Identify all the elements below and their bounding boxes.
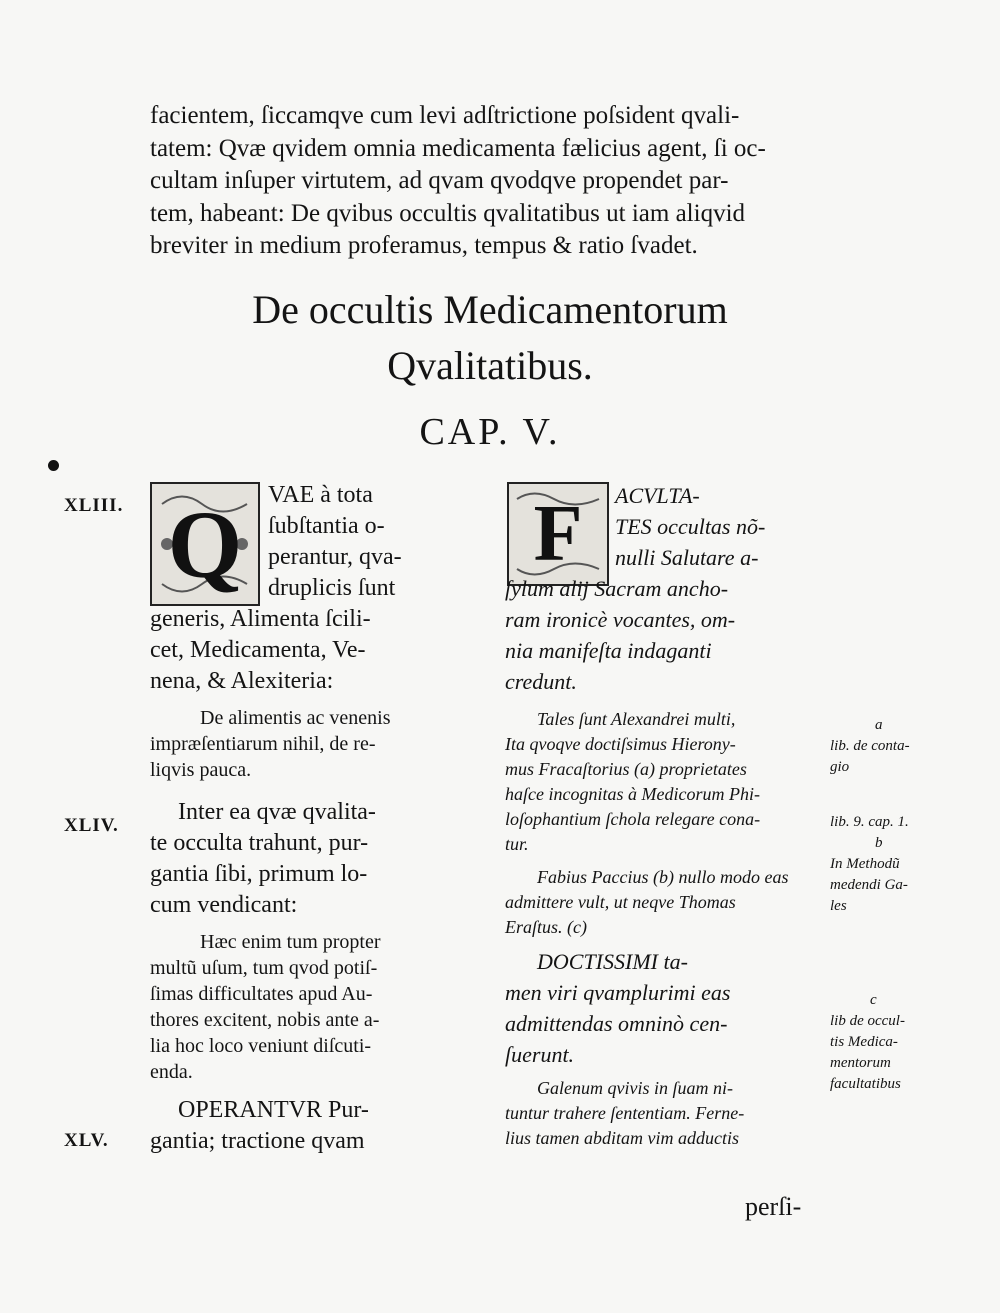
text-line: tur. bbox=[505, 834, 529, 854]
text-line: te occulta trahunt, pur- bbox=[150, 830, 369, 856]
text-line: liqvis pauca. bbox=[150, 759, 252, 781]
text-line: Fabius Paccius (b) nullo modo eas bbox=[537, 867, 789, 887]
text-line: gantia; tractione qvam bbox=[150, 1128, 365, 1154]
right-column bbox=[505, 480, 825, 1151]
paragraph-fabius bbox=[505, 865, 825, 940]
paragraph-doctissimi bbox=[505, 946, 825, 1070]
paragraph-xliv bbox=[150, 797, 475, 921]
text-line: admittendas omninò cen- bbox=[505, 1011, 728, 1036]
note-line: lib. de conta- bbox=[830, 738, 910, 754]
text-line: multũ uſum, tum qvod potiſ- bbox=[150, 957, 378, 979]
text-line: ACVLTA- bbox=[615, 483, 700, 508]
text-line: nia manifeſta indaganti bbox=[505, 638, 712, 663]
paragraph-xlv bbox=[150, 1095, 475, 1157]
text-line: breviter in medium proferamus, tempus & ratio ſvadet. bbox=[150, 232, 698, 259]
text-line: men viri qvamplurimi eas bbox=[505, 980, 731, 1005]
paragraph-tales bbox=[505, 707, 825, 857]
note-line: lib de occul- bbox=[830, 1013, 905, 1029]
drop-cap-letter: F bbox=[533, 489, 583, 578]
text-line: ſimas difficultates apud Au- bbox=[150, 983, 373, 1005]
note-letter: a bbox=[875, 717, 883, 733]
text-line: tem, habeant: De qvibus occultis qvalitatibus ut iam aliqvid bbox=[150, 199, 746, 227]
text-line: admittere vult, ut neqve Thomas bbox=[505, 892, 736, 912]
margin-number-43: XLIII. bbox=[64, 495, 124, 516]
note-line: gio bbox=[830, 759, 850, 775]
text-line: Hæc enim tum propter bbox=[200, 931, 381, 953]
note-line: tis Medica- bbox=[830, 1034, 898, 1050]
side-note-c bbox=[830, 990, 990, 1095]
text-line: generis, Alimenta ſcili- bbox=[150, 606, 371, 632]
note-letter: b bbox=[875, 835, 883, 851]
text-line: perantur, qva- bbox=[268, 544, 402, 570]
text-line: druplicis ſunt bbox=[268, 575, 396, 601]
note-line: les bbox=[830, 898, 847, 914]
text-line: nulli Salutare a- bbox=[615, 545, 759, 570]
note-line: medendi Ga- bbox=[830, 877, 908, 893]
text-line: ſubſtantia o- bbox=[268, 513, 385, 539]
note-line: lib. 9. cap. 1. bbox=[830, 814, 909, 830]
chapter-title bbox=[150, 282, 830, 394]
text-line: haſce incognitas à Medicorum Phi- bbox=[505, 784, 760, 804]
text-line: thores excitent, nobis ante a- bbox=[150, 1009, 380, 1031]
note-line: facultatibus bbox=[830, 1076, 901, 1092]
text-line: Inter ea qvæ qvalita- bbox=[178, 799, 376, 825]
margin-number-45: XLV. bbox=[64, 1130, 109, 1151]
chapter-title-line-1: De occultis Medicamentorum bbox=[252, 287, 728, 332]
side-note-b bbox=[830, 812, 990, 917]
text-line: lius tamen abditam vim adductis bbox=[505, 1128, 739, 1148]
text-line: ram ironicè vocantes, om- bbox=[505, 607, 736, 632]
text-line: lia hoc loco veniunt diſcuti- bbox=[150, 1035, 372, 1057]
text-line: Ita qvoqve doctiſsimus Hierony- bbox=[505, 734, 736, 754]
text-line: tuntur trahere ſententiam. Ferne- bbox=[505, 1103, 745, 1123]
text-line: VAE à tota bbox=[268, 482, 373, 508]
text-line: Eraſtus. (c) bbox=[505, 917, 587, 937]
paragraph-haec bbox=[150, 929, 475, 1085]
note-letter: c bbox=[870, 992, 877, 1008]
catchword: perſi- bbox=[745, 1192, 802, 1221]
text-line: cultam inſuper virtutem, ad qvam qvodqve propendet par- bbox=[150, 167, 729, 194]
left-column bbox=[150, 480, 475, 1157]
margin-number-44: XLIV. bbox=[64, 815, 119, 836]
text-line: credunt. bbox=[505, 669, 577, 694]
text-line: loſophantium ſchola relegare cona- bbox=[505, 809, 761, 829]
chapter-title-line-2: Qvalitatibus. bbox=[387, 343, 593, 388]
text-line: impræſentiarum nihil, de re- bbox=[150, 733, 376, 755]
drop-cap-letter: Q bbox=[167, 490, 243, 598]
paragraph-alimentis bbox=[150, 705, 475, 783]
text-line: Tales ſunt Alexandrei multi, bbox=[537, 709, 736, 729]
text-line: facientem, ſiccamqve cum levi adſtrictione poſsident qvali- bbox=[150, 102, 740, 129]
text-line: cet, Medicamenta, Ve- bbox=[150, 637, 366, 663]
chapter-number: CAP. V. bbox=[419, 411, 561, 453]
text-line: nena, & Alexiteria: bbox=[150, 668, 334, 694]
paragraph-facultates bbox=[505, 480, 825, 697]
text-line: DOCTISSIMI ta- bbox=[537, 949, 688, 974]
text-line: De alimentis ac venenis bbox=[200, 707, 391, 729]
text-line: Galenum qvivis in ſuam ni- bbox=[537, 1078, 733, 1098]
ink-dot bbox=[48, 460, 59, 471]
text-line: mus Fracaſtorius (a) proprietates bbox=[505, 759, 747, 779]
note-line: mentorum bbox=[830, 1055, 891, 1071]
text-line: TES occultas nõ- bbox=[615, 514, 766, 539]
paragraph-galenum bbox=[505, 1076, 825, 1151]
note-line: In Methodũ bbox=[830, 856, 900, 872]
paragraph-xliii bbox=[150, 480, 475, 697]
text-line: tatem: Qvæ qvidem omnia medicamenta fælicius agent, ſi oc- bbox=[150, 134, 766, 162]
text-line: enda. bbox=[150, 1061, 193, 1083]
text-line: ſuerunt. bbox=[505, 1042, 575, 1067]
side-note-a bbox=[830, 715, 990, 778]
intro-paragraph bbox=[150, 100, 830, 263]
text-line: OPERANTVR Pur- bbox=[178, 1097, 369, 1123]
text-line: cum vendicant: bbox=[150, 892, 298, 918]
text-line: gantia ſibi, primum lo- bbox=[150, 861, 368, 887]
text-line: ſylum alij Sacram ancho- bbox=[505, 576, 729, 601]
